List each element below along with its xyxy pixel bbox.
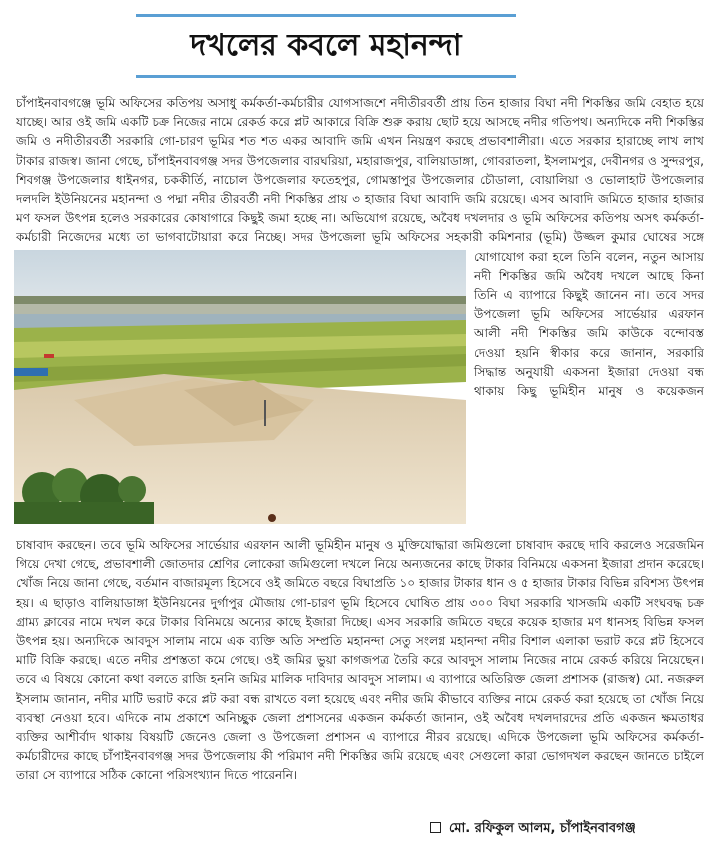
square-box-icon [430, 822, 441, 833]
headline-rule-bottom [136, 75, 516, 78]
article-body-part2: চাষাবাদ করছেন। তবে ভূমি অফিসের সার্ভেয়ার এরফান আলী ভূমিহীন মানুষ ও মুক্তিযোদ্ধারা জমিগুলো চাষাবাদ করছে দাবি করলেও সরেজমিন গিয়ে দেখা গেছে, প্রভাবশালী জোতদার শ্রেণির লোকেরা জমিগুলো দখলে নিয়ে অন্যজনের কাছে টাকার বিনিময়ে একসনা ইজারা প্রদান করেছে। খোঁজ নিয়ে জানা গেছে, বর্তমান বাজারমূল্য হিসেবে ওই জমিতে বছরে বিঘাপ্রতি ১০ হাজার টাকার ধান ও ৫ হাজার টাকার বিভিন্ন রবিশস্য উৎপন্ন হয়। এ ছাড়াও বালিয়াডাঙ্গা ইউনিয়নের দুর্গাপুর মৌজায় গো-চারণ ভূমি হিসেবে ঘোষিত প্রায় ৩০০ বিঘা সরকারি খাসজমি একটি সংঘবদ্ধ চক্র গ্রাম্য ক্লাবের নামে দখল করে টাকার বিনিময়ে অন্যের কাছে ইজারা দিচ্ছে। এসব সরকারি জমিতে বছরে কয়েক হাজার মণ ধানসহ বিভিন্ন ফসল উৎপন্ন হয়। অন্যদিকে আবদুস সালাম নামে এক ব্যক্তি অতি সম্প্রতি মহানন্দা সেতু সংলগ্ন মহানন্দা নদীর বিশাল এলাকা ভরাট করে প্লট হিসেবে মাটি বিক্রি করছে। এতে নদীর প্রশস্ততা কমে গেছে। ওই জমির ভুয়া কাগজপত্র তৈরি করে আবদুস সালাম নিজের নামে রেকর্ড করিয়ে নিয়েছেন। তবে এ বিষয়ে কোনো কথা বলতে রাজি হননি জমির মালিক দাবিদার আবদুস সালাম। এ ব্যাপারে অতিরিক্ত জেলা প্রশাসক (রাজস্ব) মো. নজরুল ইসলাম জানান, নদীর মাটি ভরাট করে প্লট করা বন্ধ রাখতে বলা হয়েছে এবং নদীর জমি কীভাবে ব্যক্তির নামে রেকর্ড করা হয়েছে তা খোঁজ নিয়ে ব্যবস্থা নেওয়া হবে। এদিকে নাম প্রকাশে অনিচ্ছুক জেলা প্রশাসনের একজন কর্মকর্তা জানান, ওই অবৈধ দখলদারদের প্রতি একজন ক্ষমতাধর ব্যক্তির আশীর্বাদ থাকায় বিষয়টি জেনেও জেলা ও উপজেলা প্রশাসন এ ব্যাপারে নীরব রয়েছে। এদিকে উপজেলা ভূমি অফিসের কর্মকর্তা-কর্মচারীদের কাছে চাঁপাইনবাবগঞ্জ সদর উপজেলায় কী পরিমাণ নদী শিকস্তির জমি রয়েছে এবং সেগুলো কারা ভোগদখল করছেন জানতে চাইলে তারা সে ব্যাপারে সঠিক কোনো পরিসংখ্যান দিতে পারেননি। [16, 538, 704, 783]
riverbank-photo [14, 250, 466, 524]
byline [430, 818, 710, 840]
headline: দখলের কবলে মহানন্দা [190, 28, 462, 63]
byline-text: মো. রফিকুল আলম, চাঁপাইনবাবগঞ্জ [449, 821, 636, 836]
headline-rule-top [136, 14, 516, 17]
article-text-1: চাঁপাইনবাবগঞ্জে ভূমি অফিসের কতিপয় অসাধু কর্মকর্তা-কর্মচারীর যোগসাজশে নদীতীরবর্তী প্রায় তিন হাজার বিঘা নদী শিকস্তির জমি বেহাত হয়ে যাচ্ছে। আর ওই জমি একটি চক্র নিজের নামে রেকর্ড করে প্লট আকারে বিক্রি শুরু করায় ছোট হয়ে আসছে নদীর গতিপথ। অন্যদিকে নদী শিকস্তির জমি ও নদীতীরবর্তী সরকারি গো-চারণ ভূমির শত শত একর আবাদি জমি এখন নিয়ন্ত্রণ করছে প্রভাবশালীরা। এতে সরকার হারাচ্ছে লাখ লাখ টাকার রাজস্ব। জানা গেছে, চাঁপাইনবাবগঞ্জ সদর উপজেলার বারঘরিয়া, মহারাজপুর, বালিয়াডাঙ্গা, গোবরাতলা, ইসলামপুর, দেবীনগর ও সুন্দরপুর, শিবগঞ্জ উপজেলার ধাইনগর, চককীর্তি, নাচোল উপজেলার ফতেহপুর, গোমস্তাপুর উপজেলার চৌডালা, বোয়ালিয়া ও ভোলাহাট উপজেলার দলদলি ইউনিয়নের মহানন্দা ও পদ্মা নদীর তীরবর্তী নদী শিকস্তির প্রায় ৩ হাজার বিঘা আবাদি জমি রয়েছে। এসব আবাদি জমিতে হাজার হাজার মণ ফসল উৎপন্ন হলেও সরকারের কোষাগারে কিছুই জমা হচ্ছে না। অভিযোগ রয়েছে, অবৈধ দখলদার ও ভূমি অফিসের কতিপয় অসৎ কর্মকর্তা-কর্মচারী নিজেদের মধ্যে তা ভাগবাটোয়ারা করে নিচ্ছে। সদর উপজেলা ভূমি অফিসের সহকারী কমিশনার (ভূমি) উজ্জল কুমার ঘোষের সঙ্গে যোগাযোগ করা হলে তিনি বলেন, নতুন আসায় নদী শিকস্তির জমি অবৈধ দখলে আছে কিনা তিনি এ ব্যাপারে কিছুই জানেন না। তবে সদর উপজেলা ভূমি অফিসের সার্ভেয়ার এরফান আলী নদী শিকস্তির জমি কাউকে বন্দোবস্ত দেওয়া হয়নি স্বীকার করে জানান, সরকারি সিদ্ধান্ত অনুযায়ী একসনা ইজারা দেওয়া বন্ধ থাকায় কিছু ভূমিহীন মানুষ ও কয়েকজন [16, 96, 704, 399]
